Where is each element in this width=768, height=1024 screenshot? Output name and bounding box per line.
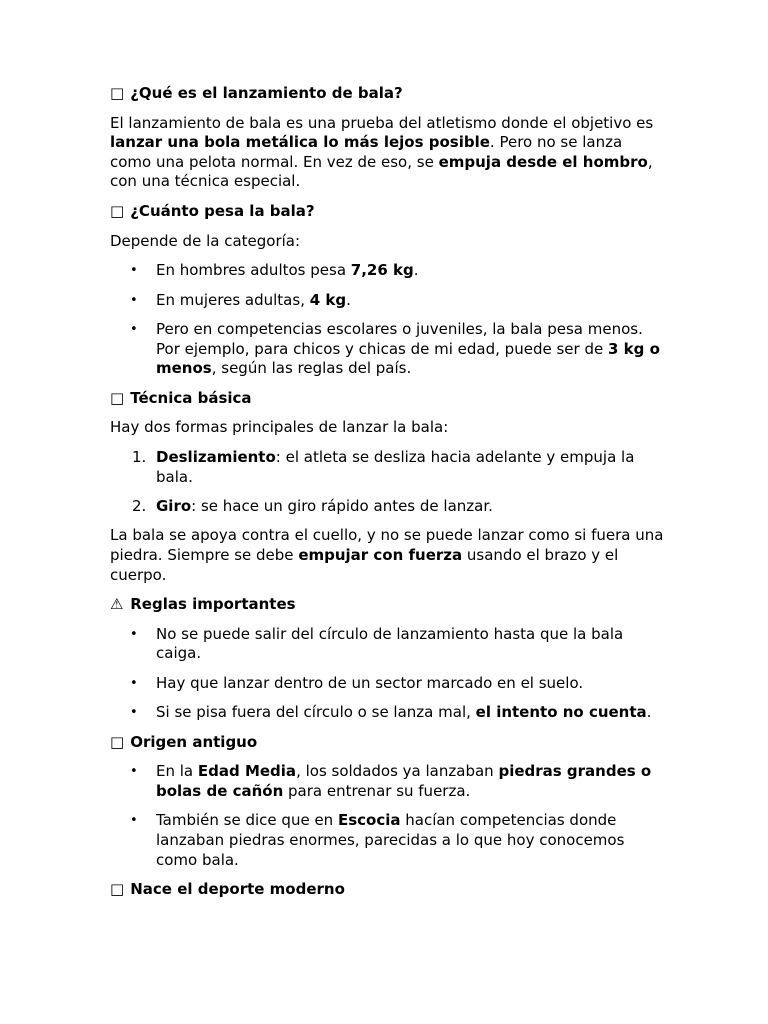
heading-text: ¿Qué es el lanzamiento de bala? — [130, 84, 403, 102]
text-run: La bala se apoya contra el cuello, y no se puede lanzar como si fuera una piedra. Siempre se debe — [110, 526, 664, 565]
bold-run: el intento no cuenta — [475, 703, 647, 722]
bullet-marker: • — [130, 292, 138, 308]
list-item — [110, 261, 665, 281]
text-run: En mujeres adultas, — [156, 290, 310, 309]
text-run: , con una técnica especial. — [110, 152, 653, 191]
list-tecnicas — [110, 448, 665, 517]
bold-run: Edad Media — [197, 762, 297, 781]
list-pesos — [110, 261, 665, 379]
heading-que-es — [110, 84, 665, 104]
emoji-icon: □ — [110, 388, 125, 407]
bullet-marker: • — [130, 263, 138, 279]
text-run: hacían competencias donde lanzaban piedras enormes, parecidas a lo que hoy conocemos como bala. — [156, 811, 625, 869]
bold-run: Escocia — [337, 811, 401, 830]
heading-cuanto-pesa — [110, 202, 665, 222]
warning-icon: ⚠ — [110, 595, 124, 614]
text-run: También se dice que en — [156, 811, 338, 830]
paragraph-cuanto-pesa-intro: Depende de la categoría: — [110, 231, 301, 250]
text-run: No se puede salir del círculo de lanzamiento hasta que la bala caiga. — [156, 624, 624, 663]
heading-text: ¿Cuánto pesa la bala? — [130, 201, 315, 220]
list-item — [110, 625, 665, 664]
bold-run: Giro — [156, 496, 192, 515]
text-run: El lanzamiento de bala es una prueba del atletismo donde el objetivo es — [110, 113, 654, 132]
list-item — [110, 674, 665, 694]
bullet-marker: • — [130, 705, 138, 721]
list-reglas — [110, 625, 665, 723]
text-run: Pero en competencias escolares o juveniles, la bala pesa menos. Por ejemplo, para chicos y chicas de mi edad, puede ser de — [156, 319, 643, 358]
bullet-marker: • — [130, 813, 138, 829]
bold-run: 3 kg o menos — [156, 339, 660, 378]
bold-run: lanzar una bola metálica lo más lejos posible — [110, 133, 490, 152]
text-run: Si se pisa fuera del círculo o se lanza mal, — [156, 703, 476, 722]
paragraph-tecnica — [110, 526, 665, 585]
list-item — [110, 497, 665, 517]
document-page — [110, 84, 665, 910]
heading-text: Técnica básica — [130, 388, 252, 407]
bold-run: Deslizamiento — [156, 447, 276, 466]
list-item — [110, 448, 665, 487]
heading-text: Nace el deporte moderno — [130, 880, 345, 899]
text-run: , los soldados ya lanzaban — [296, 762, 499, 781]
text-run: . Pero no se lanza como una pelota normal. En vez de eso, se — [110, 133, 623, 171]
heading-text: Origen antiguo — [130, 732, 258, 751]
heading-moderno — [110, 880, 665, 900]
text-run: . — [646, 703, 652, 722]
number-marker: 2. — [132, 496, 147, 515]
paragraph-tecnica-intro: Hay dos formas principales de lanzar la bala: — [110, 418, 449, 437]
bold-run: empuja desde el hombro — [438, 152, 648, 171]
emoji-icon: □ — [110, 880, 125, 899]
bullet-marker: • — [130, 764, 138, 780]
heading-text: Reglas importantes — [130, 595, 296, 614]
bold-run: piedras grandes o bolas de cañón — [156, 762, 652, 801]
text-run: para entrenar su fuerza. — [283, 782, 471, 801]
text-run: . — [346, 290, 351, 309]
bullet-marker: • — [130, 321, 138, 337]
heading-reglas — [110, 595, 665, 615]
bold-run: empujar con fuerza — [298, 546, 463, 565]
text-run: . — [413, 261, 419, 280]
text-run: En hombres adultos pesa — [156, 261, 351, 280]
bold-run: 7,26 kg — [350, 261, 414, 280]
paragraph-que-es — [110, 114, 665, 192]
list-item — [110, 762, 665, 801]
text-run: Hay que lanzar dentro de un sector marcado en el suelo. — [156, 673, 584, 692]
text-run: En la — [156, 762, 198, 781]
text-run: usando el brazo y el cuerpo. — [110, 546, 619, 584]
number-marker: 1. — [132, 447, 147, 466]
list-item — [110, 320, 665, 379]
list-item — [110, 811, 665, 870]
emoji-icon: □ — [110, 201, 125, 220]
emoji-icon: □ — [110, 84, 125, 102]
bold-run: 4 kg — [309, 290, 347, 309]
bullet-marker: • — [130, 626, 138, 642]
list-origen — [110, 762, 665, 870]
text-run: : se hace un giro rápido antes de lanzar. — [191, 496, 493, 515]
list-item — [110, 703, 665, 723]
text-run: : el atleta se desliza hacia adelante y empuja la bala. — [156, 447, 635, 486]
emoji-icon: □ — [110, 732, 125, 751]
list-item — [110, 291, 665, 311]
heading-origen — [110, 733, 665, 753]
text-run: , según las reglas del país. — [211, 359, 412, 378]
heading-tecnica — [110, 389, 665, 409]
bullet-marker: • — [130, 675, 138, 691]
